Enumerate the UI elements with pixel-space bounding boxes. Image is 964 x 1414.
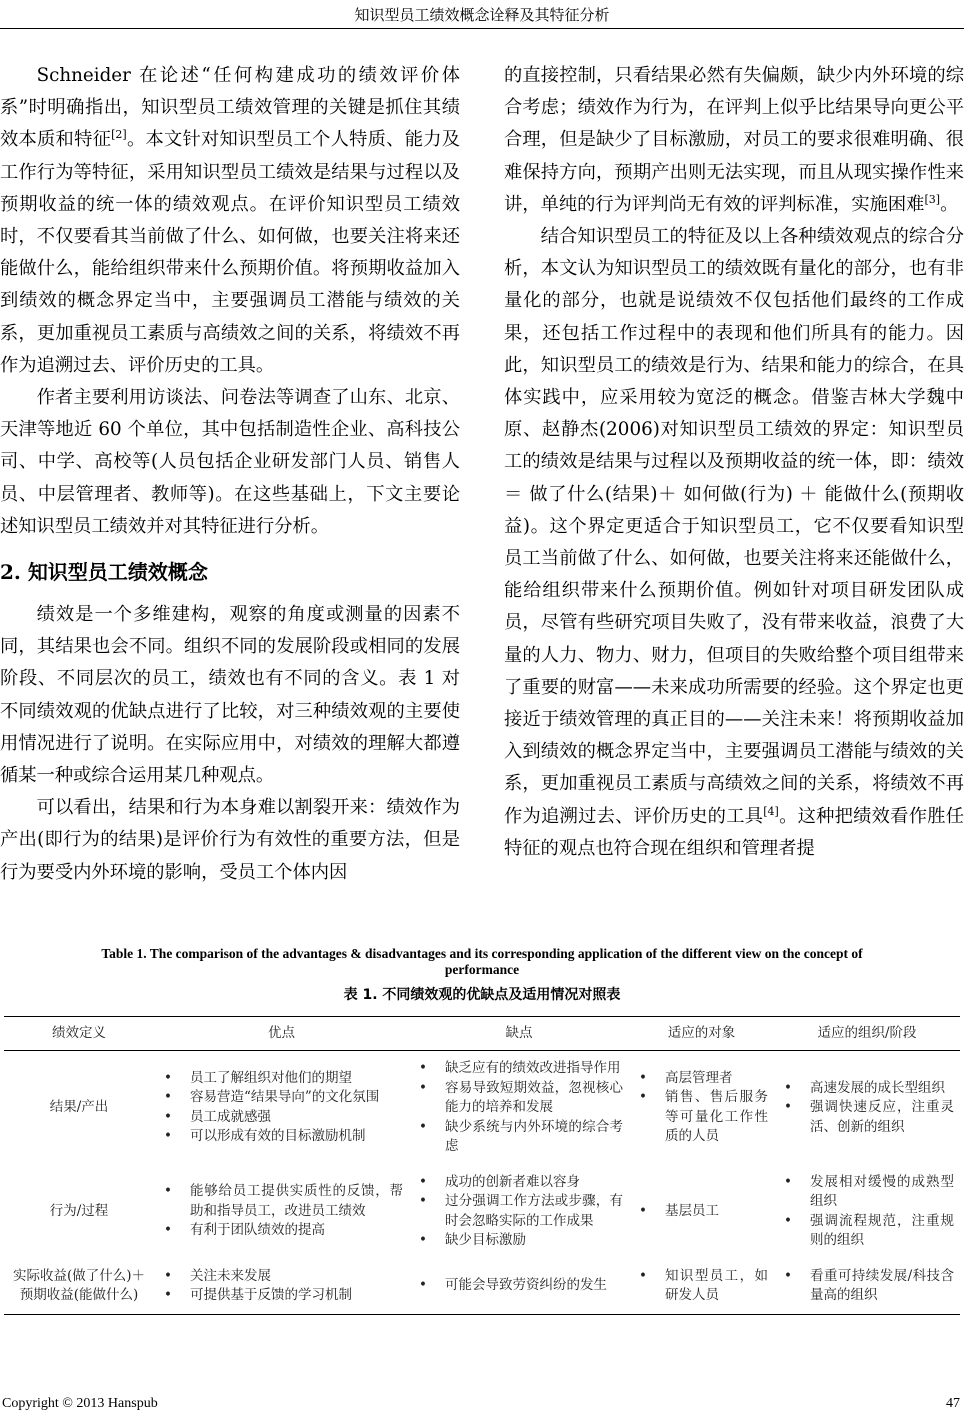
column-header: 绩效定义 bbox=[4, 1017, 154, 1051]
column-header: 缺点 bbox=[409, 1017, 629, 1051]
list-item: • 容易导致短期效益，忽视核心能力的培养和发展 bbox=[415, 1079, 623, 1118]
text: 。本文针对知识型员工个人特质、能力及工作行为等特征，采用知识型员工绩效是结果与过程以及预期收益的统一体的绩效观点。在评价知识型员工绩效时，不仅要看其当前做了什么、如何做，也要关注将来还能做什么，能给组织带来什么预期价值。将预期收益加入到绩效的概念界定当中，主要强调员工潜能与绩效的关系，更加重视员工素质与高绩效之间的关系，将绩效不再作为追溯过去、评价历史的工具。 bbox=[0, 129, 461, 376]
list-item: • 能够给员工提供实质性的反馈，帮助和指导员工，改进员工绩效 bbox=[160, 1182, 403, 1221]
text: 结合知识型员工的特征及以上各种绩效观点的综合分析，本文认为知识型员工的绩效既有量化的部分，也有非量化的部分，也就是说绩效不仅包括他们最终的工作成果，还包括工作过程中的表现和他们所具有的能力。因此，知识型员工的绩效是行为、结果和能力的综合，在具体实践中，应采用较为宽泛的概念。借鉴吉林大学魏中原、赵静杰(2006)对知识型员工绩效的界定：知识型员工的绩效是结果与过程以及预期收益的统一体，即：绩效 ＝ 做了什么(结果)＋ 如何做(行为) ＋ 能做什么(预期收益)。这个界定更适合于知识型员工，它不仅要看知识型员工当前做了什么、如何做，也要关注将来还能做什么，能给组织带来什么预期价值。例如针对项目研发团队成员，尽管有些研究项目失败了，没有带来收益，浪费了大量的人力、物力、财力，但项目的失败给整个项目组带来了重要的财富——未来成功所需要的经验。这个界定也更接近于绩效管理的真正目的——关注未来！将预期收益加入到绩效的概念界定当中，主要强调员工潜能与绩效的关系，更加重视员工素质与高绩效之间的关系，将绩效不再作为追溯过去、评价历史的工具 bbox=[504, 226, 964, 827]
org-list bbox=[780, 1173, 954, 1251]
org-cell bbox=[774, 1259, 960, 1315]
table-row bbox=[4, 1259, 960, 1315]
table-caption-en: Table 1. The comparison of the advantages & disadvantages and its corresponding application of the different view on the concept of performance bbox=[101, 946, 863, 977]
pros-list bbox=[160, 1069, 403, 1147]
column-header: 优点 bbox=[154, 1017, 409, 1051]
running-header: 知识型员工绩效概念诠释及其特征分析 bbox=[354, 6, 610, 24]
cons-cell bbox=[409, 1051, 629, 1165]
pros-cell bbox=[154, 1165, 409, 1259]
paragraph: 可以看出，结果和行为本身难以割裂开来：绩效作为产出(即行为的结果)是评价行为有效性的重要方法，但是行为要受内外环境的影响，受员工个体内因 bbox=[0, 797, 460, 883]
org-list bbox=[780, 1267, 954, 1306]
paragraph: 绩效是一个多维建构，观察的角度或测量的因素不同，其结果也会不同。组织不同的发展阶段或相同的发展阶段、不同层次的员工，绩效也有不同的含义。表 1 对不同绩效观的优缺点进行了比较，对三种绩效观的主要使用情况进行了说明。在实际应用中，对绩效的理解大都遵循某一种或综合运用某几种观点。 bbox=[0, 604, 460, 787]
list-item: • 强调快速反应，注重灵活、创新的组织 bbox=[780, 1098, 954, 1137]
table-header-row bbox=[4, 1017, 960, 1051]
list-item: • 销售、售后服务等可量化工作性质的人员 bbox=[635, 1088, 768, 1147]
list-item: • 有利于团队绩效的提高 bbox=[160, 1221, 403, 1241]
page-number: 47 bbox=[946, 1396, 960, 1411]
definition-cell: 实际收益(做了什么)＋预期收益(能做什么) bbox=[4, 1259, 154, 1315]
paragraph bbox=[0, 60, 460, 382]
cons-list bbox=[415, 1173, 623, 1251]
target-cell bbox=[629, 1051, 774, 1165]
list-item: • 过分强调工作方法或步骤，有时会忽略实际的工作成果 bbox=[415, 1192, 623, 1231]
cons-cell bbox=[409, 1165, 629, 1259]
copyright: Copyright © 2013 Hanspub bbox=[2, 1396, 158, 1411]
paragraph bbox=[504, 60, 964, 221]
pros-cell bbox=[154, 1259, 409, 1315]
org-list bbox=[780, 1079, 954, 1138]
table-row bbox=[4, 1051, 960, 1165]
list-item: • 强调流程规范，注重规则的组织 bbox=[780, 1212, 954, 1251]
definition-cell: 行为/过程 bbox=[49, 1202, 109, 1219]
list-item: • 看重可持续发展/科技含量高的组织 bbox=[780, 1267, 954, 1306]
cons-list bbox=[415, 1276, 623, 1296]
column-header: 适应的组织/阶段 bbox=[774, 1017, 960, 1051]
list-item: • 缺少系统与内外环境的综合考虑 bbox=[415, 1118, 623, 1157]
org-cell bbox=[774, 1165, 960, 1259]
list-item: • 缺少目标激励 bbox=[415, 1231, 623, 1251]
section-heading: 2. 知识型员工绩效概念 bbox=[0, 560, 208, 585]
list-item: • 发展相对缓慢的成熟型组织 bbox=[780, 1173, 954, 1212]
list-item: • 缺乏应有的绩效改进指导作用 bbox=[415, 1059, 623, 1079]
cons-cell bbox=[409, 1259, 629, 1315]
org-cell bbox=[774, 1051, 960, 1165]
list-item: • 可提供基于反馈的学习机制 bbox=[160, 1286, 403, 1306]
column-header: 适应的对象 bbox=[629, 1017, 774, 1051]
target-cell bbox=[629, 1259, 774, 1315]
list-item: • 高层管理者 bbox=[635, 1069, 768, 1089]
cons-list bbox=[415, 1059, 623, 1157]
text: 。这种把绩效看作胜任特征的观点也符合现在组织和管理者提 bbox=[504, 805, 964, 859]
text: 的直接控制，只看结果必然有失偏颇，缺少内外环境的综合考虑；绩效作为行为，在评判上似乎比结果导向更公平合理，但是缺少了目标激励，对员工的要求很难明确、很难保持方向，预期产出则无法实现，而且从现实操作性来讲，单纯的行为评判尚无有效的评判标准，实施困难 bbox=[504, 65, 964, 215]
pros-list bbox=[160, 1267, 403, 1306]
list-item: • 成功的创新者难以容身 bbox=[415, 1173, 623, 1193]
list-item: • 高速发展的成长型组织 bbox=[780, 1079, 954, 1099]
target-list bbox=[635, 1069, 768, 1147]
text: Schneider 在论述“任何构建成功的绩效评价体系”时明确指出，知识型员工绩效管理的关键是抓住其绩效本质和特征 bbox=[0, 65, 460, 151]
citation: [4] bbox=[763, 804, 779, 818]
comparison-table bbox=[4, 1016, 960, 1315]
list-item: • 可以形成有效的目标激励机制 bbox=[160, 1127, 403, 1147]
target-list bbox=[635, 1267, 768, 1306]
paragraph: 作者主要利用访谈法、问卷法等调查了山东、北京、天津等地近 60 个单位，其中包括制造性企业、高科技公司、中学、高校等(人员包括企业研发部门人员、销售人员、中层管理者、教师等)。在这些基础上，下文主要论述知识型员工绩效并对其特征进行分析。 bbox=[0, 387, 460, 537]
header-divider bbox=[0, 28, 964, 29]
table-caption-cn: 表 1. 不同绩效观的优缺点及适用情况对照表 bbox=[343, 987, 621, 1003]
list-item: • 可能会导致劳资纠纷的发生 bbox=[415, 1276, 623, 1296]
list-item: • 基层员工 bbox=[635, 1202, 768, 1222]
pros-list bbox=[160, 1182, 403, 1241]
target-cell bbox=[629, 1165, 774, 1259]
list-item: • 员工了解组织对他们的期望 bbox=[160, 1069, 403, 1089]
list-item: • 容易营造“结果导向”的文化氛围 bbox=[160, 1088, 403, 1108]
text: 。 bbox=[940, 193, 959, 215]
list-item: • 知识型员工，如研发人员 bbox=[635, 1267, 768, 1306]
definition-cell: 结果/产出 bbox=[49, 1099, 109, 1115]
right-column bbox=[504, 60, 964, 865]
left-column bbox=[0, 60, 460, 889]
paragraph bbox=[504, 221, 964, 865]
table-row bbox=[4, 1165, 960, 1259]
list-item: • 员工成就感强 bbox=[160, 1108, 403, 1128]
citation: [2] bbox=[111, 128, 127, 142]
target-list bbox=[635, 1202, 768, 1222]
list-item: • 关注未来发展 bbox=[160, 1267, 403, 1287]
citation: [3] bbox=[924, 192, 941, 206]
pros-cell bbox=[154, 1051, 409, 1165]
